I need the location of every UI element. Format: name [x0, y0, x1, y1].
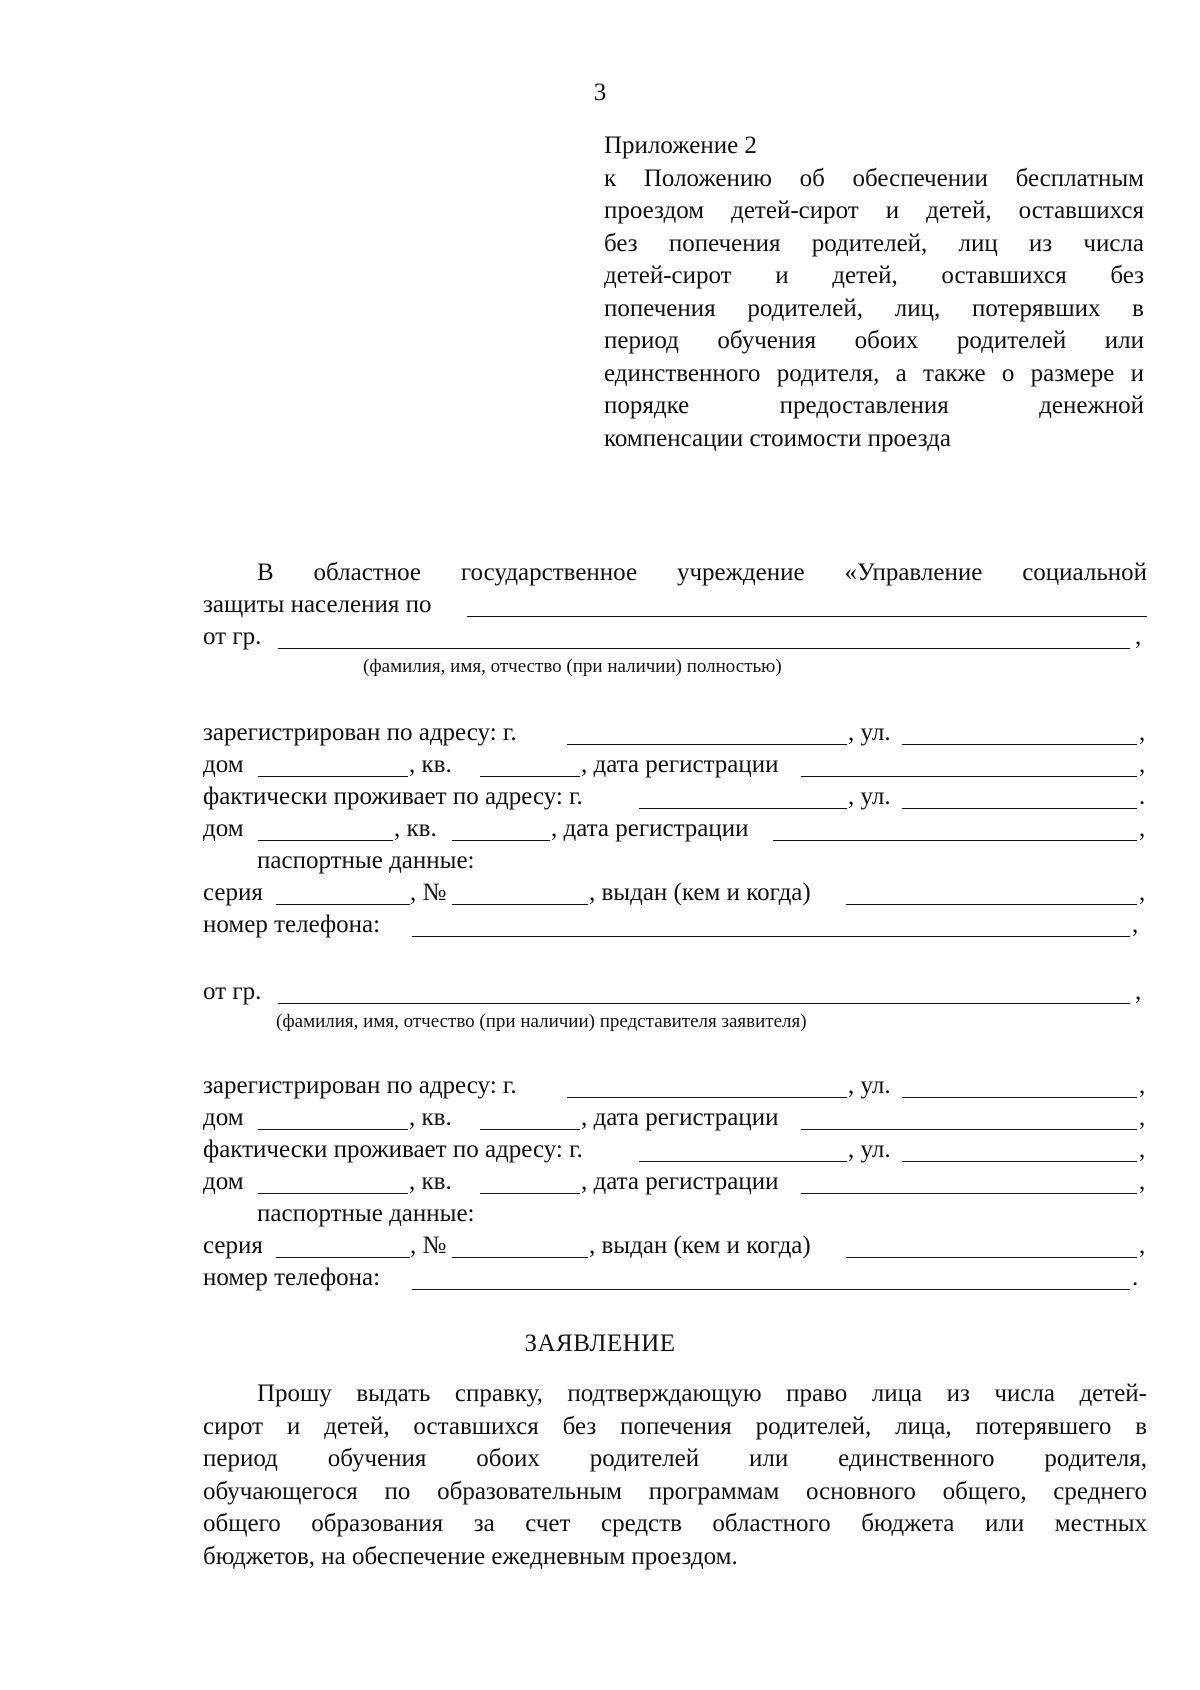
apt-label: , кв. [409, 1104, 452, 1131]
comma: , [1139, 1072, 1146, 1099]
annex-line: порядке предоставления денежной [604, 392, 1144, 419]
house-label: дом [203, 815, 244, 842]
rep-actual-apt-field[interactable] [480, 1173, 580, 1194]
rep-phone-field[interactable] [412, 1269, 1130, 1290]
actual-city-field[interactable] [639, 788, 847, 809]
street-label: , ул. [848, 1136, 891, 1163]
rep-passport-issued-field[interactable] [846, 1237, 1137, 1258]
period: . [1139, 783, 1146, 810]
annex-line: детей-сирот и детей, оставшихся без [604, 262, 1144, 289]
statement-line: сирот и детей, оставшихся без попечения родителей, лица, потерявшего в [203, 1412, 1147, 1440]
number-label: , № [410, 879, 447, 906]
reg-date-label: , дата регистрации [551, 815, 749, 842]
rep-registered-city-field[interactable] [567, 1077, 847, 1098]
house-label: дом [203, 1168, 244, 1195]
rep-registered-street-field[interactable] [902, 1077, 1137, 1098]
comma: , [1135, 978, 1142, 1005]
annex-line: попечения родителей, лиц, потерявших в [604, 294, 1144, 322]
annex-line: к Положению об обеспечении бесплатным [604, 164, 1144, 192]
statement-line: Прошу выдать справку, подтверждающую право лица из числа детей- [257, 1380, 1147, 1407]
street-label: , ул. [848, 719, 891, 746]
series-label: серия [203, 1232, 263, 1259]
registered-label: зарегистрирован по адресу: г. [203, 719, 517, 746]
department-field[interactable] [467, 596, 1147, 617]
comma: , [1139, 815, 1146, 842]
representative-name-field[interactable] [278, 983, 1130, 1004]
addressee-line-2: защиты населения по [203, 591, 432, 618]
actual-street-field[interactable] [902, 788, 1137, 809]
street-label: , ул. [848, 783, 891, 810]
statement-line: бюджетов, на обеспечение ежедневным проездом. [203, 1542, 738, 1570]
issued-label: , выдан (кем и когда) [589, 1232, 811, 1259]
actual-address-label: фактически проживает по адресу: г. [203, 1136, 583, 1163]
addressee-line-1: В областное государственное учреждение «Управление социальной [257, 559, 1147, 586]
registered-street-field[interactable] [902, 724, 1137, 745]
comma: , [1139, 751, 1146, 778]
rep-actual-street-field[interactable] [902, 1141, 1137, 1162]
rep-passport-number-field[interactable] [452, 1237, 588, 1258]
annex-line: проездом детей-сирот и детей, оставшихся [604, 197, 1144, 224]
reg-date-label: , дата регистрации [581, 751, 779, 778]
registered-label: зарегистрирован по адресу: г. [203, 1072, 517, 1099]
annex-line: период обучения обоих родителей или [604, 327, 1144, 354]
passport-series-field[interactable] [276, 884, 410, 905]
reg-date-label: , дата регистрации [581, 1104, 779, 1131]
reg-date-label: , дата регистрации [581, 1168, 779, 1195]
rep-actual-city-field[interactable] [639, 1141, 847, 1162]
number-label: , № [410, 1232, 447, 1259]
passport-number-field[interactable] [452, 884, 588, 905]
rep-actual-house-field[interactable] [258, 1173, 408, 1194]
rep-registered-date-field[interactable] [801, 1109, 1137, 1130]
comma: , [1135, 623, 1142, 650]
comma: , [1139, 1104, 1146, 1131]
annex-line: единственного родителя, а также о размере и [604, 359, 1144, 387]
issued-label: , выдан (кем и когда) [589, 879, 811, 906]
rep-actual-date-field[interactable] [801, 1173, 1137, 1194]
comma: , [1139, 1232, 1146, 1259]
comma: , [1139, 719, 1146, 746]
from-label: от гр. [203, 978, 262, 1005]
statement-line: период обучения обоих родителей или единственного родителя, [203, 1445, 1147, 1472]
comma: , [1139, 879, 1146, 906]
page-number: 3 [593, 79, 607, 106]
applicant-caption: (фамилия, имя, отчество (при наличии) полностью) [363, 656, 782, 677]
passport-label: паспортные данные: [257, 847, 475, 874]
statement-line: общего образования за счет средств областного бюджета или местных [203, 1510, 1147, 1537]
house-label: дом [203, 751, 244, 778]
registered-date-field[interactable] [801, 756, 1137, 777]
applicant-name-field[interactable] [278, 628, 1130, 649]
rep-registered-apt-field[interactable] [480, 1109, 580, 1130]
phone-label: номер телефона: [203, 1264, 381, 1291]
actual-address-label: фактически проживает по адресу: г. [203, 783, 583, 810]
registered-city-field[interactable] [567, 724, 847, 745]
actual-date-field[interactable] [773, 820, 1137, 841]
annex-line: без попечения родителей, лиц из числа [604, 229, 1144, 257]
apt-label: , кв. [394, 815, 437, 842]
apt-label: , кв. [409, 751, 452, 778]
period: . [1132, 1264, 1139, 1291]
house-label: дом [203, 1104, 244, 1131]
phone-field[interactable] [412, 916, 1130, 937]
rep-passport-series-field[interactable] [276, 1237, 410, 1258]
passport-issued-field[interactable] [846, 884, 1137, 905]
comma: , [1132, 911, 1139, 938]
annex-block [604, 130, 1144, 455]
rep-registered-house-field[interactable] [258, 1109, 408, 1130]
series-label: серия [203, 879, 263, 906]
annex-line: компенсации стоимости проезда [604, 424, 951, 452]
statement-line: обучающегося по образовательным программам основного общего, среднего [203, 1477, 1147, 1505]
registered-house-field[interactable] [258, 756, 408, 777]
statement-body [203, 1378, 1147, 1573]
actual-apt-field[interactable] [452, 820, 550, 841]
comma: , [1139, 1136, 1146, 1163]
from-label: от гр. [203, 623, 262, 650]
representative-caption: (фамилия, имя, отчество (при наличии) представителя заявителя) [276, 1011, 807, 1032]
street-label: , ул. [848, 1072, 891, 1099]
comma: , [1139, 1168, 1146, 1195]
phone-label: номер телефона: [203, 911, 381, 938]
annex-title: Приложение 2 [604, 132, 757, 159]
registered-apt-field[interactable] [480, 756, 580, 777]
statement-title: ЗАЯВЛЕНИЕ [524, 1330, 676, 1357]
passport-label: паспортные данные: [257, 1200, 475, 1227]
apt-label: , кв. [409, 1168, 452, 1195]
actual-house-field[interactable] [258, 820, 393, 841]
